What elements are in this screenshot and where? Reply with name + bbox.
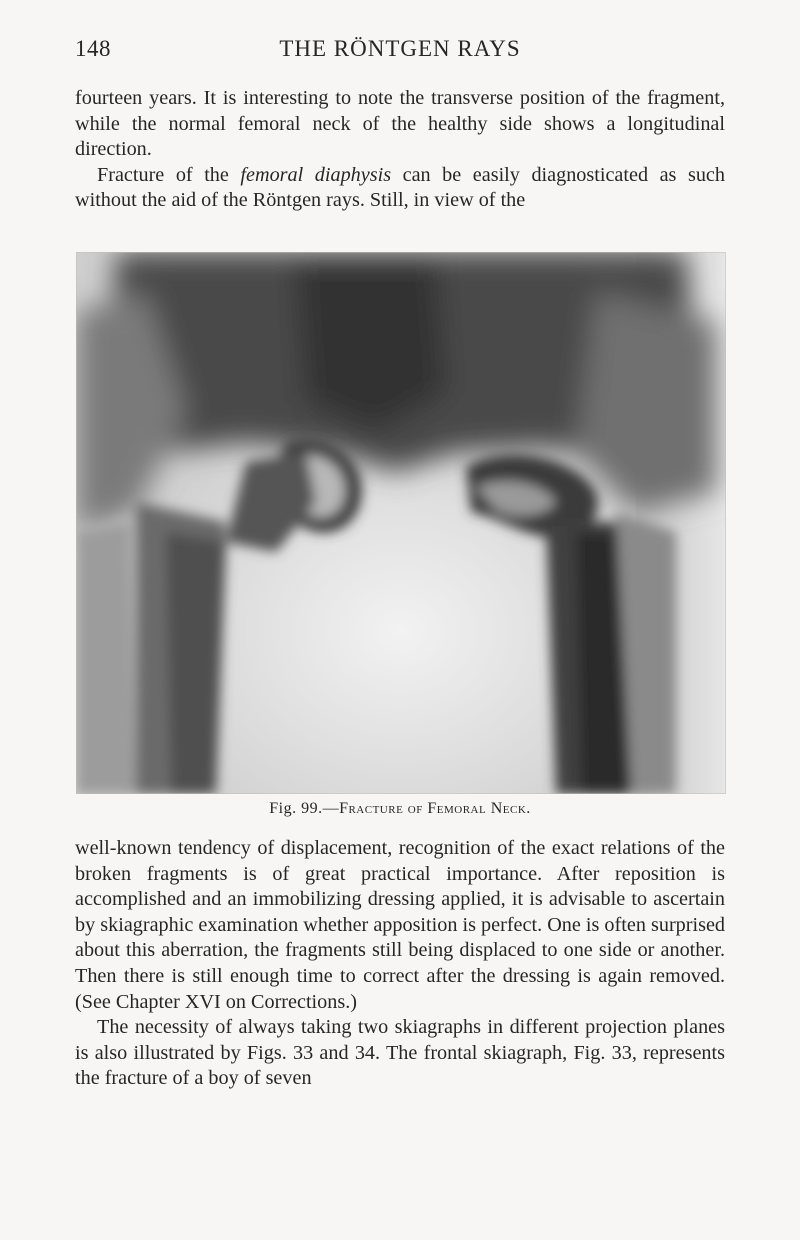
top-text-block <box>75 86 725 214</box>
paragraph-continuation: fourteen years. It is interesting to note the transverse position of the fragment, while the normal femoral neck of the healthy side shows a longitudinal direction. <box>75 87 725 161</box>
italic-term: femoral diaphysis <box>240 163 392 186</box>
paragraph-displacement: well-known tendency of displacement, recognition of the exact relations of the broken fragments is of great practical importance. After reposition is accomplished and an immobilizing dressing applied, it is advisable to ascertain by skiagraphic examination whether apposition is perfect. One is often surprised about this aberration, the fragments still being displaced to one side or another. Then there is still enough time to correct after the dressing is again removed. (See Chapter XVI on Corrections.) <box>75 837 725 1013</box>
paragraph-femoral-diaphysis <box>75 163 725 214</box>
figure-title: —Fracture of Femoral Neck. <box>322 800 531 817</box>
xray-figure <box>76 252 726 794</box>
text-run: can be easily diagnosticated as such without the aid of the Röntgen rays. Still, in view of the <box>75 163 725 212</box>
figure-number: Fig. 99. <box>269 800 323 817</box>
page-header <box>75 36 725 70</box>
figure-caption <box>0 800 800 818</box>
bottom-text-block <box>75 836 725 1092</box>
running-title: THE RÖNTGEN RAYS <box>279 36 521 61</box>
text-run: Fracture of the <box>97 163 241 186</box>
page-number: 148 <box>75 36 111 61</box>
xray-image <box>76 252 726 794</box>
paragraph-two-skiagraphs: The necessity of always taking two skiagraphs in different projection planes is also illustrated by Figs. 33 and 34. The frontal skiagraph, Fig. 33, represents the fracture of a boy of seven <box>75 1016 725 1090</box>
